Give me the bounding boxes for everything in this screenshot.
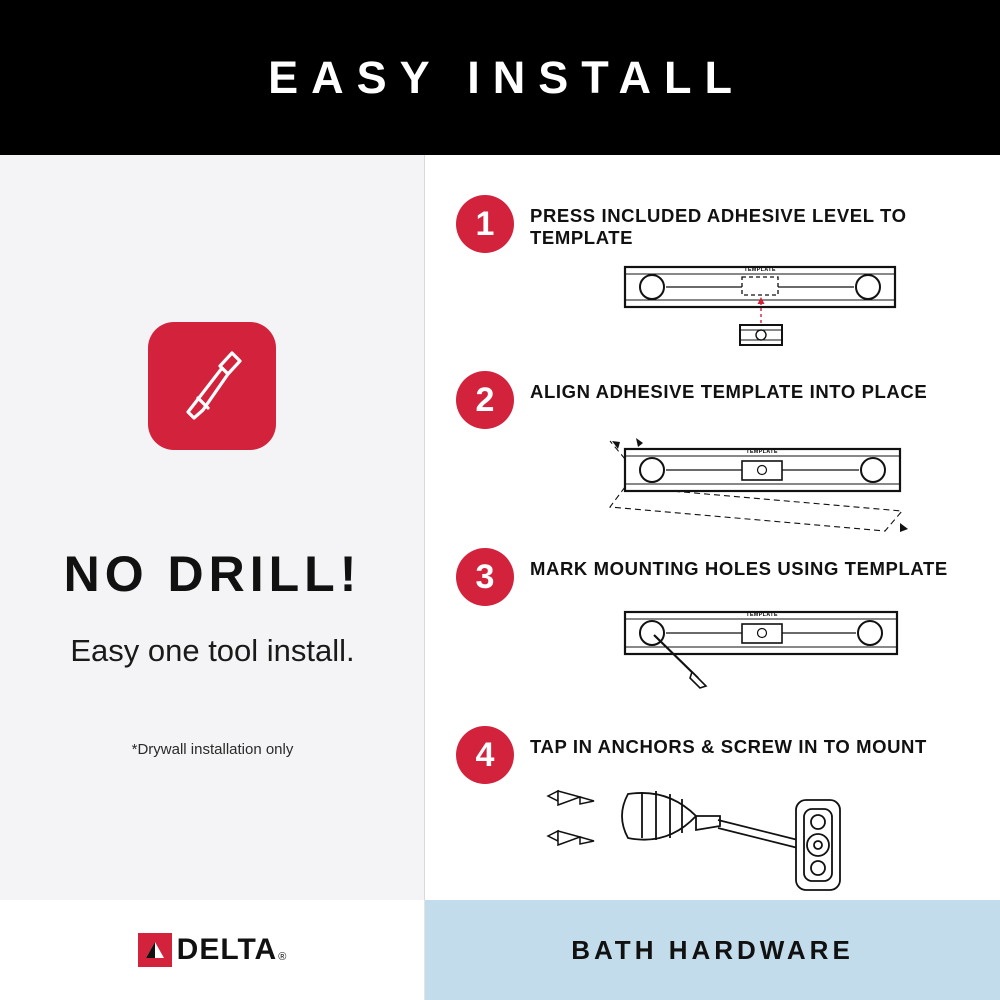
left-subheading: Easy one tool install. xyxy=(70,633,355,668)
delta-trademark: ® xyxy=(278,951,287,963)
left-disclaimer: *Drywall installation only xyxy=(131,741,294,758)
left-panel xyxy=(0,155,425,900)
delta-triangle-icon xyxy=(138,933,172,967)
step-number-badge: 3 xyxy=(456,548,514,606)
delta-wordmark: DELTA xyxy=(176,933,278,966)
template-label: TEMPLATE xyxy=(744,267,776,273)
page-title: EASY INSTALL xyxy=(268,51,745,103)
step-3-illustration xyxy=(530,602,970,717)
footer-category xyxy=(425,900,1000,1000)
step-text: TAP IN ANCHORS & SCREW IN TO MOUNT xyxy=(530,736,927,757)
step-text: PRESS INCLUDED ADHESIVE LEVEL TO TEMPLATE xyxy=(530,205,907,248)
header-bar xyxy=(0,0,1000,155)
left-heading: NO DRILL! xyxy=(63,546,362,602)
step-text: ALIGN ADHESIVE TEMPLATE INTO PLACE xyxy=(530,381,928,402)
category-label: BATH HARDWARE xyxy=(571,934,854,965)
template-label: TEMPLATE xyxy=(746,449,778,455)
step-2-illustration xyxy=(530,419,990,554)
step-text: MARK MOUNTING HOLES USING TEMPLATE xyxy=(530,558,948,579)
delta-logo xyxy=(138,933,287,967)
screwdriver-icon xyxy=(148,322,276,450)
step-number-badge: 2 xyxy=(456,371,514,429)
screwdriver-icon-badge xyxy=(148,322,276,450)
step-1-illustration xyxy=(530,257,970,372)
step-number-badge: 4 xyxy=(456,726,514,784)
step-4-illustration xyxy=(530,782,1000,917)
footer-brand xyxy=(0,900,425,1000)
steps-panel xyxy=(425,155,1000,900)
template-label: TEMPLATE xyxy=(746,612,778,618)
step-number-badge: 1 xyxy=(456,195,514,253)
